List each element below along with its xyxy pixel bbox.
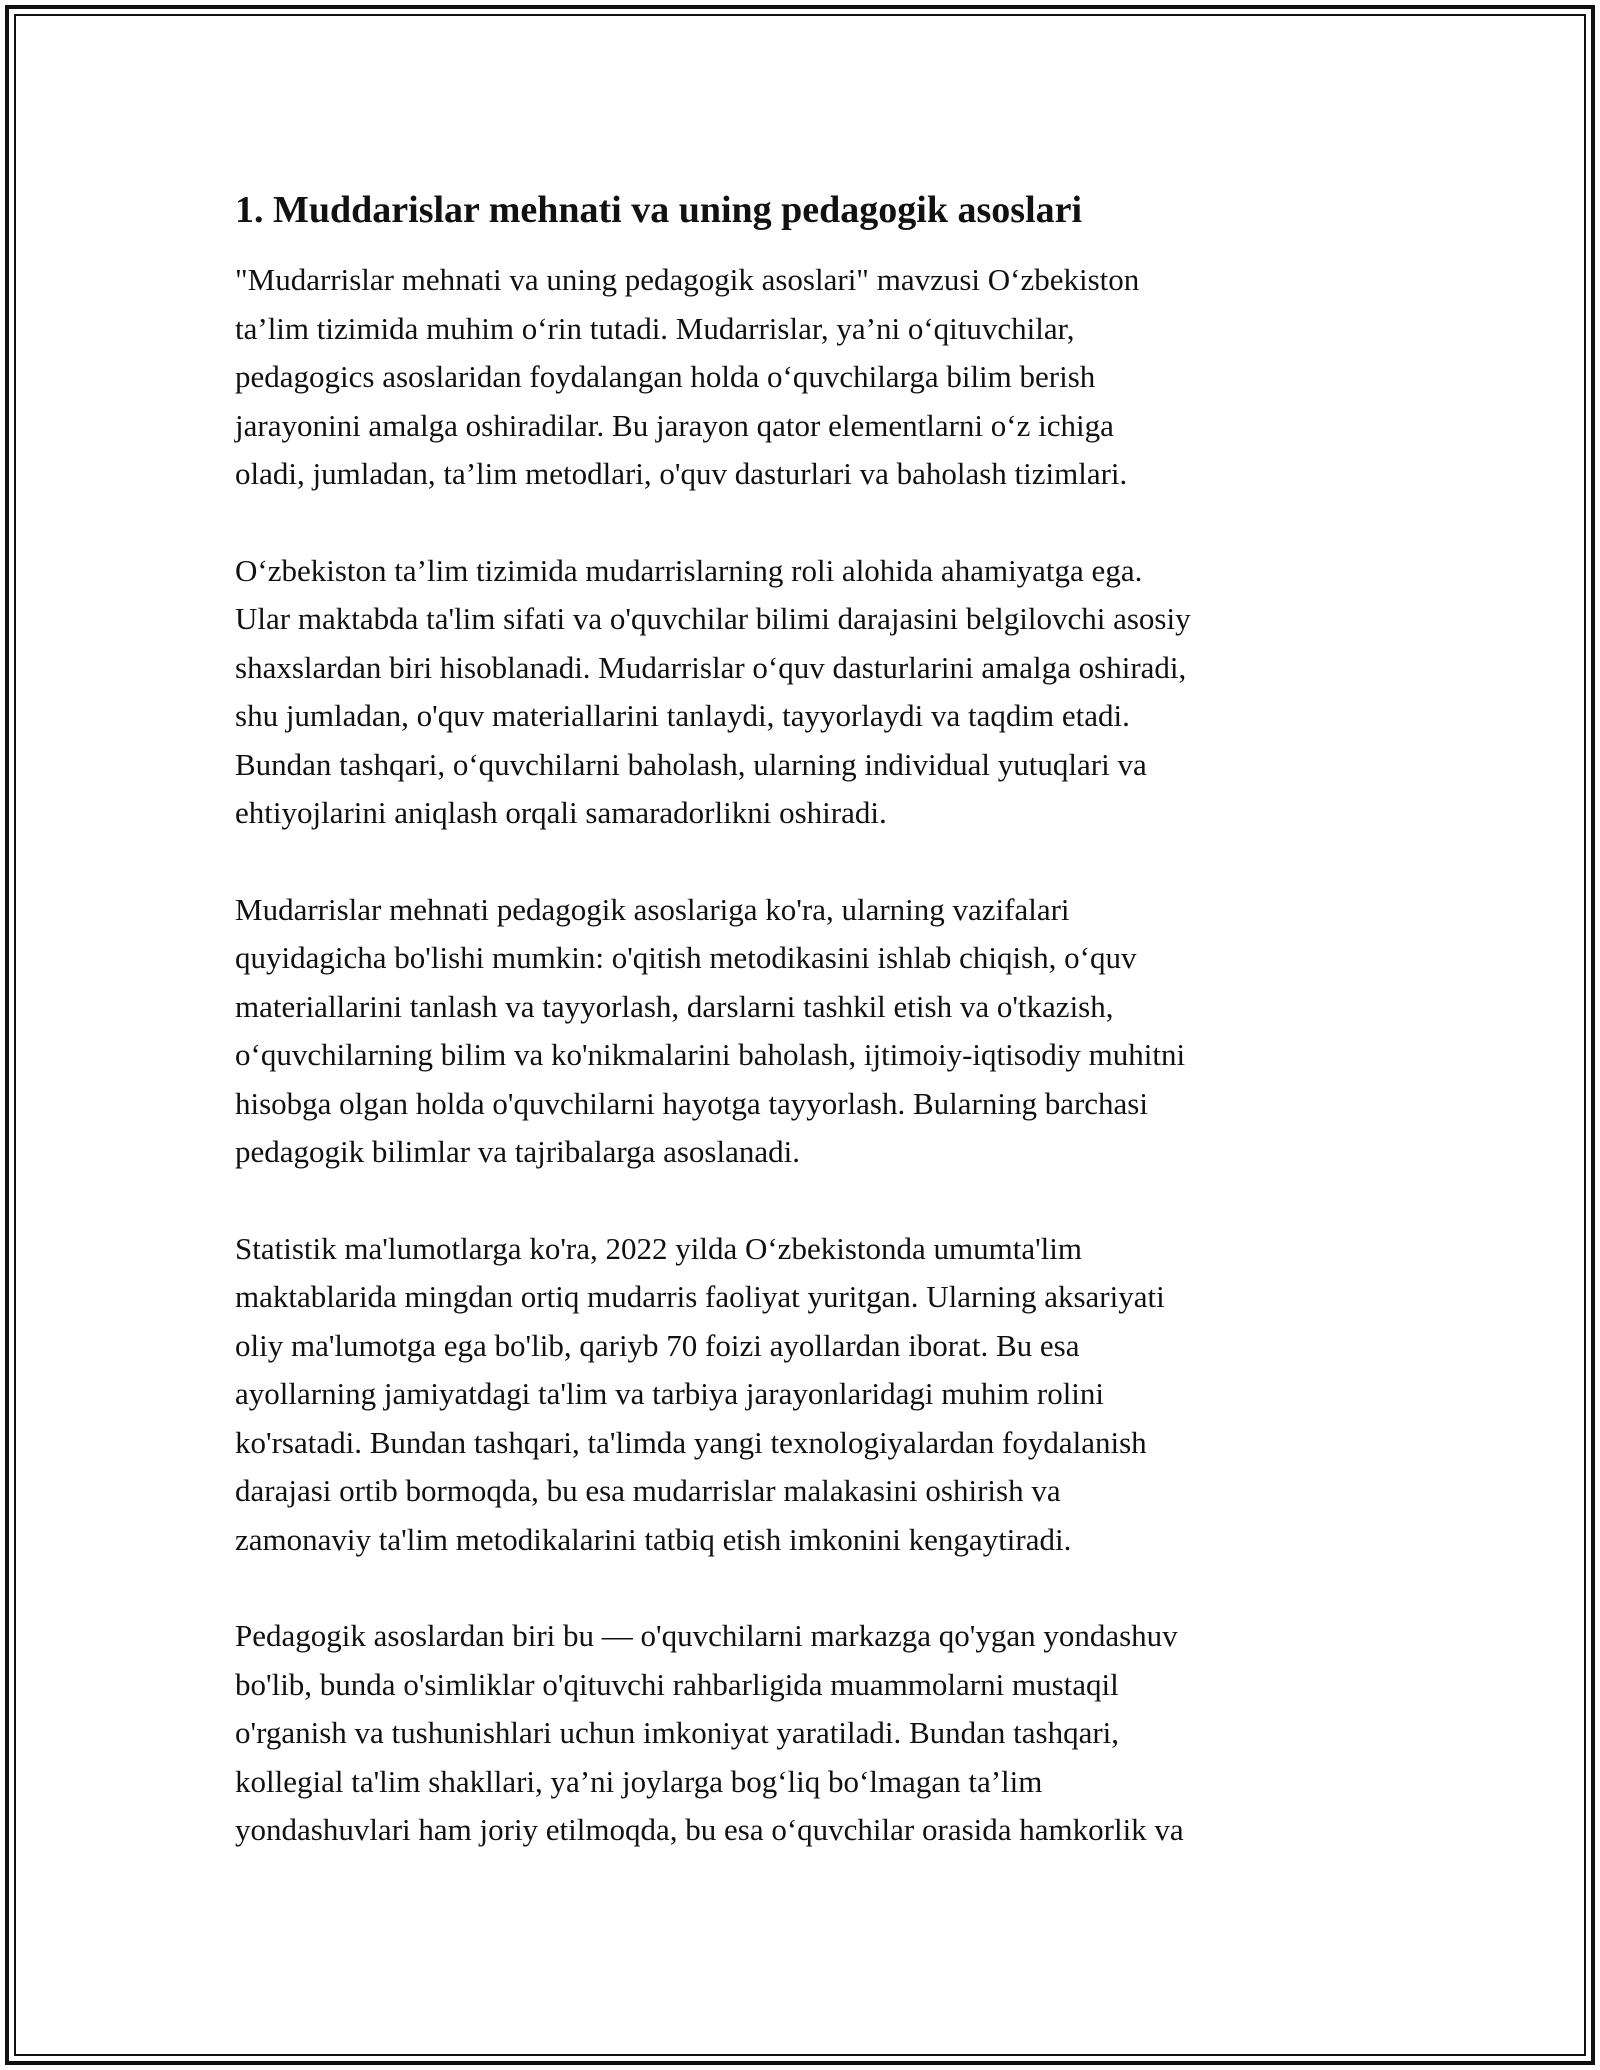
paragraph-3: Mudarrislar mehnati pedagogik asoslariga ko'ra, ularning vazifalari quyidagicha bo'lishi mumkin: o'qitish metodikasini ishlab chiqish, o‘quv materiallarini tanlash va tayyorlash, darslarni tashkil etish va o'tkazish, o‘quvchilarning bilim va ko'nikmalarini baholash, ijtimoiy-iqtisodiy muhitni hisobga olgan holda o'quvchilarni hayotga tayyorlash. Bularning barchasi pedagogik bilimlar va tajribalarga asoslanadi.	[235, 891, 1186, 1169]
paragraph-4: Statistik ma'lumotlarga ko'ra, 2022 yilda O‘zbekistonda umumta'lim maktablarida mingdan ortiq mudarris faoliyat yuritgan. Ularning aksariyati oliy ma'lumotga ega bo'lib, qariyb 70 foizi ayollardan iborat. Bu esa ayollarning jamiyatdagi ta'lim va tarbiya jarayonlaridagi muhim rolini ko'rsatadi. Bundan tashqari, ta'limda yangi texnologiyalardan foydalanish darajasi ortib bormoqda, bu esa mudarrislar malakasini oshirish va zamonaviy ta'lim metodikalarini tatbiq etish imkonini kengaytiradi.	[235, 1230, 1165, 1557]
paragraph-2: O‘zbekiston ta’lim tizimida mudarrislarning roli alohida ahamiyatga ega. Ular maktabda ta'lim sifati va o'quvchilar bilimi darajasini belgilovchi asosiy shaxslardan biri hisoblanadi. Mudarrislar o‘quv dasturlarini amalga oshiradi, shu jumladan, o'quv materiallarini tanlaydi, tayyorlaydi va taqdim etadi. Bundan tashqari, o‘quvchilarni baholash, ularning individual yutuqlari va ehtiyojlarini aniqlash orqali samaradorlikni oshiradi.	[235, 552, 1191, 830]
document-body	[235, 186, 1375, 1903]
paragraph-5: Pedagogik asoslardan biri bu — o'quvchilarni markazga qo'ygan yondashuv bo'lib, bunda o'simliklar o'qituvchi rahbarligida muammolarni mustaqil o'rganish va tushunishlari uchun imkoniyat yaratiladi. Bundan tashqari, kollegial ta'lim shakllari, ya’ni joylarga bog‘liq bo‘lmagan ta’lim yondashuvlari ham joriy etilmoqda, bu esa o‘quvchilar orasida hamkorlik va	[235, 1618, 1184, 1847]
paragraph-1: "Mudarrislar mehnati va uning pedagogik asoslari" mavzusi O‘zbekiston ta’lim tizimida muhim o‘rin tutadi. Mudarrislar, ya’ni o‘qituvchilar, pedagogics asoslaridan foydalangan holda o‘quvchilarga bilim berish jarayonini amalga oshiradilar. Bu jarayon qator elementlarni o‘z ichiga oladi, jumladan, ta’lim metodlari, o'quv dasturlari va baholash tizimlari.	[235, 262, 1140, 491]
section-heading: 1. Muddarislar mehnati va uning pedagogik asoslari	[235, 189, 1083, 231]
